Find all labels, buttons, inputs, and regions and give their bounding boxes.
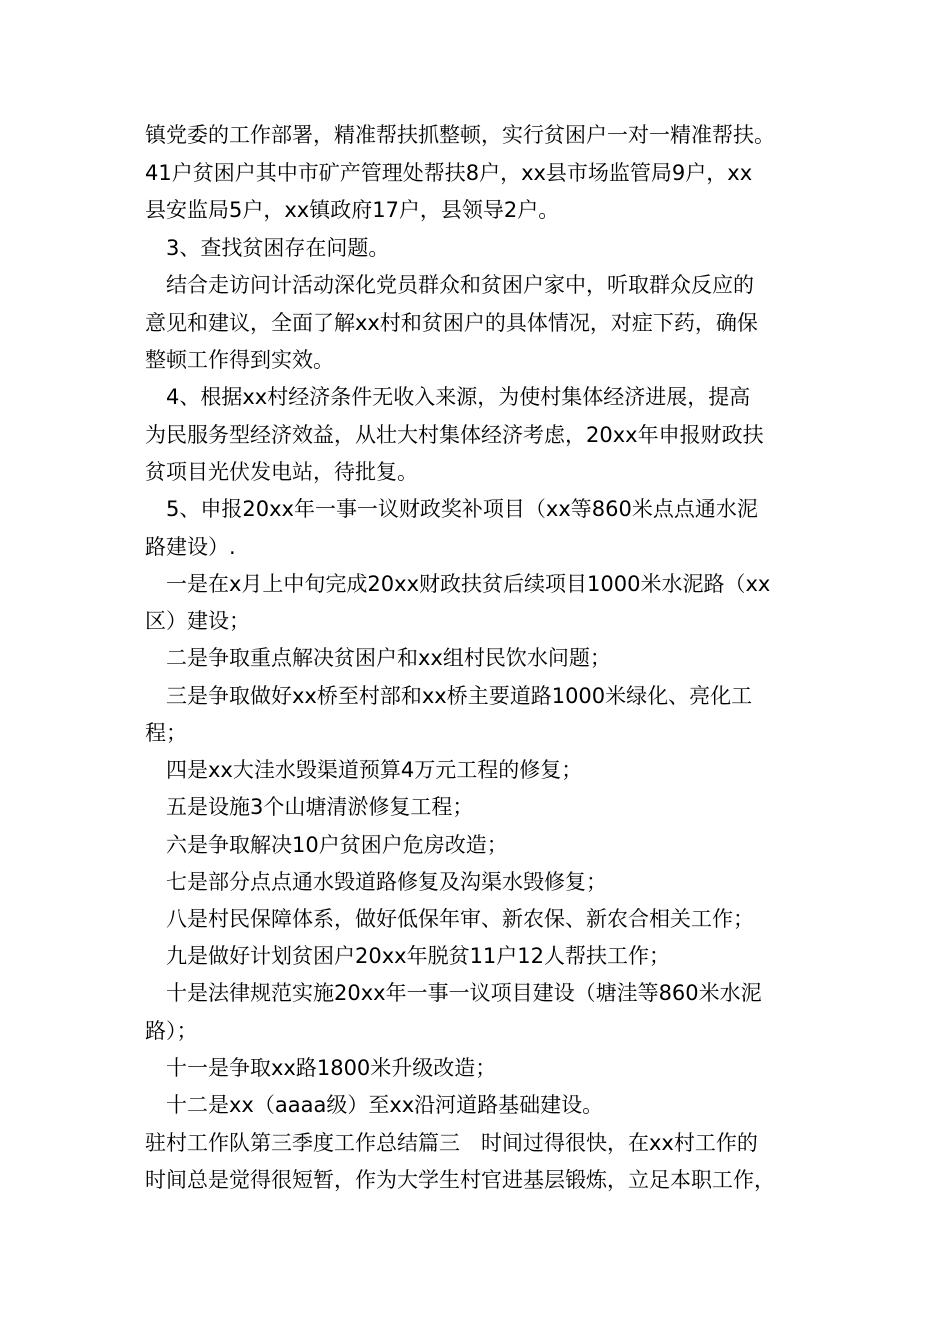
list-item: 八是村民保障体系，做好低保年审、新农保、新农合相关工作； [166,907,754,931]
list-item: 二是争取重点解决贫困户和xx组村民饮水问题； [166,646,611,670]
list-item: 十一是争取xx路1800米升级改造； [166,1056,497,1080]
list-item: 四是xx大洼水毁渠道预算4万元工程的修复； [166,758,583,782]
list-item: 十是法律规范实施20xx年一事一议项目建设（塘洼等860米水泥 [166,981,762,1005]
text-line: 结合走访问计活动深化党员群众和贫困户家中，听取群众反应的 [166,273,754,297]
section-heading: 3、查找贫困存在问题。 [166,236,390,260]
list-item: 六是争取解决10户贫困户危房改造； [166,833,508,857]
text-line: 41户贫困户其中市矿产管理处帮扶8户，xx县市场监管局9户，xx [145,161,753,185]
text-line: 路建设）. [145,535,236,559]
list-item: 三是争取做好xx桥至村部和xx桥主要道路1000米绿化、亮化工 [166,684,753,708]
section-heading: 5、申报20xx年一事一议财政奖补项目（xx等860米点点通水泥 [166,497,758,521]
text-line: 驻村工作队第三季度工作总结篇三 时间过得很快，在xx村工作的 [145,1131,758,1155]
text-line: 镇党委的工作部署，精准帮扶抓整顿，实行贫困户一对一精准帮扶。 [145,123,775,147]
text-line: 为民服务型经济效益，从壮大村集体经济考虑，20xx年申报财政扶 [145,423,764,447]
text-line: 时间总是觉得很短暂，作为大学生村官进基层锻炼，立足本职工作， [145,1168,775,1192]
list-item: 七是部分点点通水毁道路修复及沟渠水毁修复； [166,870,607,894]
list-item: 十二是xx（aaaa级）至xx沿河道路基础建设。 [166,1093,604,1117]
section-heading: 4、根据xx村经济条件无收入来源，为使村集体经济进展，提高 [166,385,751,409]
text-line: 整顿工作得到实效。 [145,348,334,372]
text-line: 意见和建议，全面了解xx村和贫困户的具体情况，对症下药，确保 [145,311,758,335]
text-line: 路）； [145,1019,198,1043]
text-line: 区）建设； [145,609,250,633]
text-line: 程； [145,721,187,745]
text-line: 县安监局5户，xx镇政府17户，县领导2户。 [145,198,560,222]
list-item: 五是设施3个山塘清淤修复工程； [166,795,474,819]
text-line: 贫项目光伏发电站，待批复。 [145,460,418,484]
list-item: 一是在x月上中旬完成20xx财政扶贫后续项目1000米水泥路（xx [166,572,771,596]
list-item: 九是做好计划贫困户20xx年脱贫11户12人帮扶工作； [166,944,671,968]
